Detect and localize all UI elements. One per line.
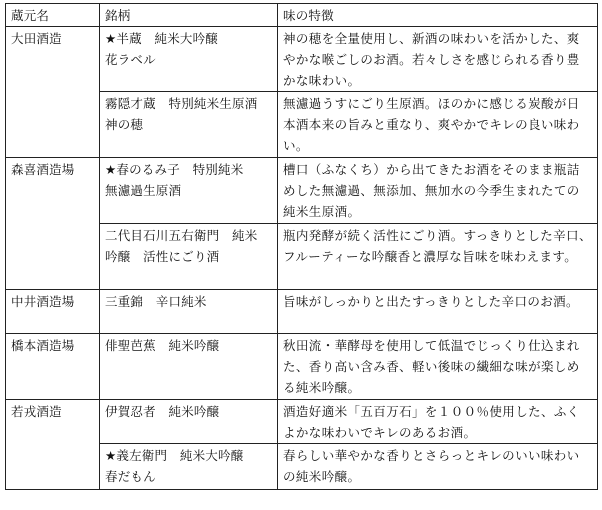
brand-cell — [100, 334, 278, 400]
brand-name: 二代目石川五右衛門 純米 吟醸 活性にごり酒 — [105, 228, 258, 264]
taste-cell: 旨味がしっかりと出たすっきりとした辛口のお酒。 — [278, 290, 598, 334]
table-row — [6, 27, 598, 92]
brand-cell — [100, 224, 278, 290]
brand-name: ★春のるみ子 特別純米 無濾過生原酒 — [105, 162, 244, 198]
brand-cell — [100, 92, 278, 158]
table-row — [6, 400, 598, 444]
taste-cell: 槽口（ふなくち）から出てきたお酒をそのまま瓶詰めした無濾過、無添加、無加水の今季生まれたての純米生原酒。 — [278, 158, 598, 224]
header-taste: 味の特徴 — [278, 4, 598, 27]
brand-name: ★半蔵 純米大吟醸 花ラベル — [105, 31, 219, 67]
brand-cell — [100, 444, 278, 490]
brand-name: ★義左衛門 純米大吟醸 春だもん — [105, 448, 244, 484]
taste-cell: 無濾過うすにごり生原酒。ほのかに感じる炭酸が日本酒本来の旨みと重なり、爽やかでキレの良い味わい。 — [278, 92, 598, 158]
brewery-cell: 中井酒造場 — [6, 290, 100, 334]
taste-cell: 酒造好適米「五百万石」を１００％使用した、ふくよかな味わいでキレのあるお酒。 — [278, 400, 598, 444]
brand-name: 伊賀忍者 純米吟醸 — [105, 404, 220, 419]
table-row — [6, 334, 598, 400]
brand-cell — [100, 158, 278, 224]
brewery-cell: 森喜酒造場 — [6, 158, 100, 290]
taste-cell: 瓶内発酵が続く活性にごり酒。すっきりとした辛口、フルーティーな吟醸香と濃厚な旨味を味わえます。 — [278, 224, 598, 290]
brand-cell — [100, 290, 278, 334]
brand-name: 三重錦 辛口純米 — [105, 294, 207, 309]
header-row — [6, 4, 598, 27]
brand-name: 霧隠才蔵 特別純米生原酒 神の穂 — [105, 96, 258, 132]
sake-table — [5, 3, 598, 490]
taste-cell: 秋田流・華酵母を使用して低温でじっくり仕込まれた、香り高い含み香、軽い後味の繊細な味が楽しめる純米吟醸。 — [278, 334, 598, 400]
brand-cell — [100, 27, 278, 92]
brand-name: 俳聖芭蕉 純米吟醸 — [105, 338, 220, 353]
brewery-cell: 若戎酒造 — [6, 400, 100, 490]
table-row — [6, 158, 598, 224]
brewery-cell: 大田酒造 — [6, 27, 100, 158]
table-row — [6, 290, 598, 334]
header-brand: 銘柄 — [100, 4, 278, 27]
brewery-cell: 橋本酒造場 — [6, 334, 100, 400]
brand-cell — [100, 400, 278, 444]
header-brewery: 蔵元名 — [6, 4, 100, 27]
taste-cell: 神の穂を全量使用し、新酒の味わいを活かした、爽やかな喉ごしのお酒。若々しさを感じられる香り豊かな味わい。 — [278, 27, 598, 92]
taste-cell: 春らしい華やかな香りとさらっとキレのいい味わいの純米吟醸。 — [278, 444, 598, 490]
